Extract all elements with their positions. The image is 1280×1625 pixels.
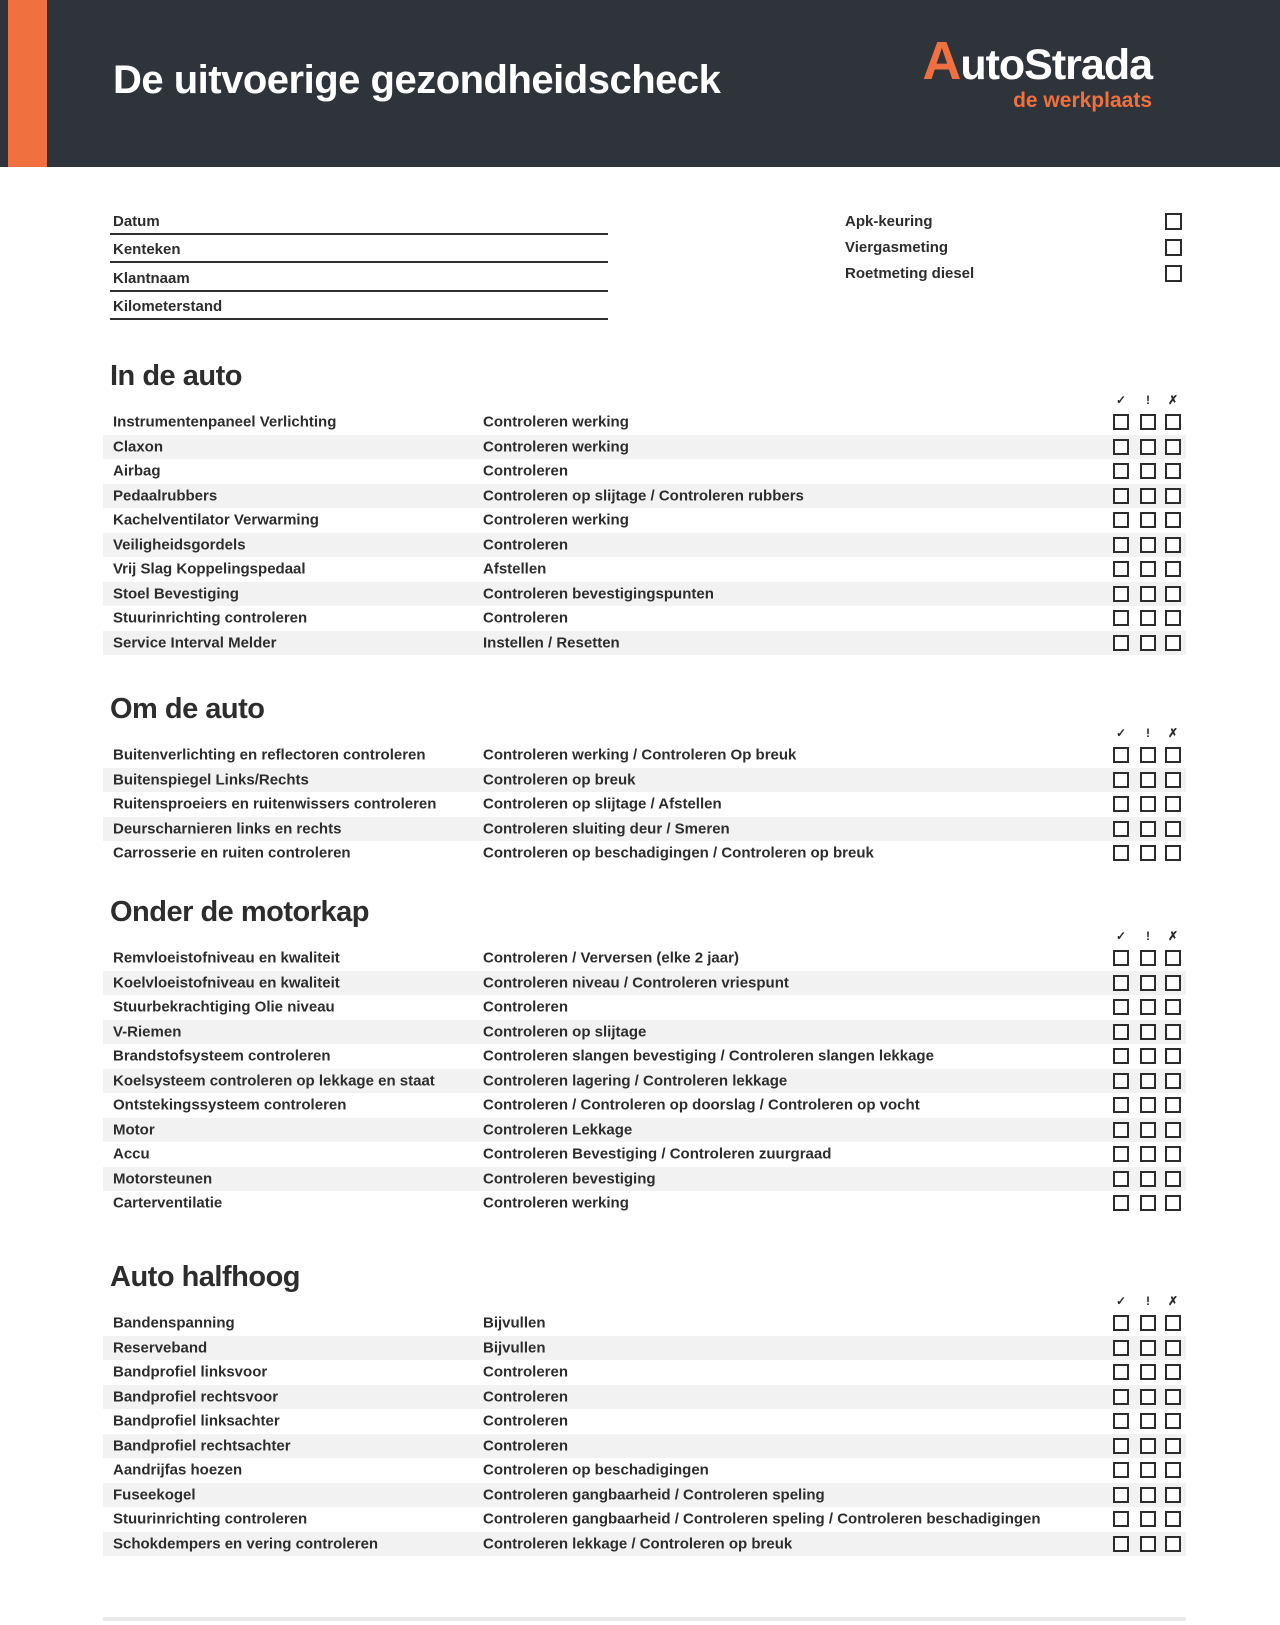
check-ok-checkbox[interactable] [1113,1048,1129,1064]
datum-label: Datum [113,213,160,230]
checklist-row [103,459,1186,484]
check-fail-checkbox[interactable] [1165,561,1181,577]
item-label: Stuurinrichting controleren [113,609,308,627]
item-label: Deurscharnieren links en rechts [113,820,342,838]
check-warn-checkbox[interactable] [1140,1122,1156,1138]
check-fail-checkbox[interactable] [1165,975,1181,991]
check-warn-checkbox[interactable] [1140,1024,1156,1040]
check-fail-checkbox[interactable] [1165,747,1181,763]
item-action: Controleren Bevestiging / Controleren zuurgraad [483,1145,832,1163]
checklist-row [103,484,1186,509]
check-ok-checkbox[interactable] [1113,1364,1129,1380]
check-fail-checkbox[interactable] [1165,772,1181,788]
item-label: Accu [113,1145,150,1163]
check-warn-checkbox[interactable] [1140,747,1156,763]
check-ok-checkbox[interactable] [1113,1340,1129,1356]
check-fail-checkbox[interactable] [1165,463,1181,479]
check-fail-checkbox[interactable] [1165,1024,1181,1040]
check-fail-checkbox[interactable] [1165,1340,1181,1356]
roetmeting-diesel-label: Roetmeting diesel [845,265,975,282]
check-fail-checkbox[interactable] [1165,586,1181,602]
check-fail-checkbox[interactable] [1165,950,1181,966]
check-fail-checkbox[interactable] [1165,1315,1181,1331]
item-label: Buitenverlichting en reflectoren controleren [113,746,426,764]
item-action: Controleren bevestiging [483,1170,656,1188]
check-warn-checkbox[interactable] [1140,414,1156,430]
item-label: Koelvloeistofniveau en kwaliteit [113,974,340,992]
check-warn-checkbox[interactable] [1140,1364,1156,1380]
checklist-row [103,768,1186,793]
check-fail-checkbox[interactable] [1165,1511,1181,1527]
checklist-row [103,1458,1186,1483]
item-action: Controleren werking [483,511,629,529]
check-fail-checkbox[interactable] [1165,1146,1181,1162]
item-label: Pedaalrubbers [113,487,218,505]
item-label: Motor [113,1121,155,1139]
check-warn-checkbox[interactable] [1140,772,1156,788]
checklist-row [103,1167,1186,1192]
checklist-row [103,1118,1186,1143]
kenteken-label: Kenteken [113,241,181,258]
check-warn-checkbox[interactable] [1140,561,1156,577]
kilometerstand-field[interactable] [110,294,608,320]
item-label: Remvloeistofniveau en kwaliteit [113,949,340,967]
checklist-row [103,533,1186,558]
check-warn-checkbox[interactable] [1140,1438,1156,1454]
checklist-row [103,1385,1186,1410]
check-warn-checkbox[interactable] [1140,1195,1156,1211]
check-warn-checkbox[interactable] [1140,1413,1156,1429]
check-ok-checkbox[interactable] [1113,747,1129,763]
check-ok-checkbox[interactable] [1113,537,1129,553]
checklist-row [103,971,1186,996]
check-warn-checkbox[interactable] [1140,1146,1156,1162]
check-fail-checkbox[interactable] [1165,610,1181,626]
check-fail-checkbox[interactable] [1165,1389,1181,1405]
item-action: Bijvullen [483,1339,546,1357]
item-action: Controleren Lekkage [483,1121,633,1139]
check-fail-checkbox[interactable] [1165,488,1181,504]
check-fail-checkbox[interactable] [1165,1462,1181,1478]
check-ok-symbol: ✓ [1115,929,1127,943]
check-warn-checkbox[interactable] [1140,950,1156,966]
check-ok-checkbox[interactable] [1113,414,1129,430]
check-ok-checkbox[interactable] [1113,796,1129,812]
item-action: Controleren gangbaarheid / Controleren speling [483,1486,825,1504]
checklist-row [103,841,1186,866]
check-fail-checkbox[interactable] [1165,1171,1181,1187]
item-action: Afstellen [483,560,547,578]
checklist-row [103,508,1186,533]
checklist-row [103,1191,1186,1216]
check-ok-checkbox[interactable] [1113,1462,1129,1478]
check-ok-checkbox[interactable] [1113,1171,1129,1187]
item-label: Koelsysteem controleren op lekkage en staat [113,1072,435,1090]
item-action: Controleren [483,1412,569,1430]
check-ok-checkbox[interactable] [1113,1511,1129,1527]
check-ok-checkbox[interactable] [1113,439,1129,455]
check-fail-checkbox[interactable] [1165,537,1181,553]
checklist-row [103,606,1186,631]
check-warn-checkbox[interactable] [1140,512,1156,528]
item-label: Bandprofiel linksvoor [113,1363,268,1381]
check-ok-checkbox[interactable] [1113,975,1129,991]
check-warn-checkbox[interactable] [1140,537,1156,553]
check-fail-checkbox[interactable] [1165,635,1181,651]
check-fail-checkbox[interactable] [1165,1122,1181,1138]
item-action: Controleren lekkage / Controleren op breuk [483,1535,793,1553]
checklist-row [103,1069,1186,1094]
apk-keuring-label: Apk-keuring [845,213,933,230]
check-ok-checkbox[interactable] [1113,821,1129,837]
item-action: Bijvullen [483,1314,546,1332]
check-fail-checkbox[interactable] [1165,821,1181,837]
checklist-row [103,1093,1186,1118]
check-ok-checkbox[interactable] [1113,1438,1129,1454]
item-label: Carrosserie en ruiten controleren [113,844,351,862]
check-warn-checkbox[interactable] [1140,1097,1156,1113]
checklist-row [103,557,1186,582]
check-ok-checkbox[interactable] [1113,488,1129,504]
check-ok-checkbox[interactable] [1113,610,1129,626]
item-action: Controleren [483,609,569,627]
check-warn-checkbox[interactable] [1140,1048,1156,1064]
item-action: Controleren op breuk [483,771,636,789]
check-ok-checkbox[interactable] [1113,1487,1129,1503]
item-label: V-Riemen [113,1023,182,1041]
check-fail-symbol: ✗ [1167,726,1179,740]
item-label: Aandrijfas hoezen [113,1461,243,1479]
check-ok-symbol: ✓ [1115,1294,1127,1308]
orange-accent-bar [8,0,47,167]
check-ok-checkbox[interactable] [1113,1413,1129,1429]
item-action: Controleren [483,462,569,480]
item-action: Controleren op slijtage [483,1023,647,1041]
check-fail-checkbox[interactable] [1165,1438,1181,1454]
item-action: Controleren gangbaarheid / Controleren speling / Controleren beschadigingen [483,1510,1041,1528]
item-action: Controleren op slijtage / Controleren rubbers [483,487,804,505]
check-ok-checkbox[interactable] [1113,1536,1129,1552]
item-label: Brandstofsysteem controleren [113,1047,331,1065]
check-warn-checkbox[interactable] [1140,845,1156,861]
item-label: Ruitensproeiers en ruitenwissers controleren [113,795,437,813]
datum-field[interactable] [110,209,608,235]
check-warn-checkbox[interactable] [1140,796,1156,812]
checklist-row [103,817,1186,842]
check-fail-checkbox[interactable] [1165,999,1181,1015]
checklist-row [103,1409,1186,1434]
check-warn-checkbox[interactable] [1140,1536,1156,1552]
item-label: Instrumentenpaneel Verlichting [113,413,337,431]
check-ok-checkbox[interactable] [1113,1315,1129,1331]
check-fail-checkbox[interactable] [1165,1097,1181,1113]
kilometerstand-label: Kilometerstand [113,298,223,315]
item-action: Controleren werking [483,1194,629,1212]
checklist-row [103,1360,1186,1385]
logo-word-rest: utoStrada [960,41,1152,89]
check-fail-checkbox[interactable] [1165,1364,1181,1380]
check-ok-checkbox[interactable] [1113,1195,1129,1211]
check-warn-checkbox[interactable] [1140,1462,1156,1478]
check-warn-checkbox[interactable] [1140,610,1156,626]
check-ok-checkbox[interactable] [1113,1097,1129,1113]
check-ok-checkbox[interactable] [1113,845,1129,861]
section-title: Onder de motorkap [110,896,369,928]
checklist-row [103,435,1186,460]
item-label: Stoel Bevestiging [113,585,239,603]
checklist-row [103,1311,1186,1336]
logo-accent-letter: A [922,31,961,91]
check-ok-checkbox[interactable] [1113,635,1129,651]
item-action: Controleren bevestigingspunten [483,585,714,603]
check-warn-checkbox[interactable] [1140,439,1156,455]
item-action: Controleren werking [483,438,629,456]
item-label: Schokdempers en vering controleren [113,1535,379,1553]
section-title: In de auto [110,360,242,392]
checklist-row [103,946,1186,971]
check-warn-symbol: ! [1146,726,1150,740]
item-label: Bandprofiel linksachter [113,1412,280,1430]
check-fail-checkbox[interactable] [1165,1536,1181,1552]
check-warn-symbol: ! [1146,393,1150,407]
check-ok-checkbox[interactable] [1113,561,1129,577]
item-label: Reserveband [113,1339,208,1357]
check-fail-symbol: ✗ [1167,929,1179,943]
item-label: Stuurinrichting controleren [113,1510,308,1528]
section-rows [103,410,1186,655]
apk-keuring-checkbox[interactable] [1165,213,1182,230]
item-action: Controleren [483,1437,569,1455]
check-ok-checkbox[interactable] [1113,463,1129,479]
section-title: Auto halfhoog [110,1261,301,1293]
check-fail-checkbox[interactable] [1165,439,1181,455]
checklist-row [103,743,1186,768]
item-action: Controleren op slijtage / Afstellen [483,795,722,813]
viergasmeting-checkbox[interactable] [1165,239,1182,256]
checklist-row [103,631,1186,656]
item-action: Controleren / Controleren op doorslag / Controleren op vocht [483,1096,920,1114]
check-fail-checkbox[interactable] [1165,1413,1181,1429]
item-action: Controleren op beschadigingen / Controleren op breuk [483,844,874,862]
check-ok-symbol: ✓ [1115,726,1127,740]
kenteken-field[interactable] [110,237,608,263]
autostrada-logo [880,31,1152,112]
section-rows [103,1311,1186,1556]
check-warn-checkbox[interactable] [1140,1073,1156,1089]
checklist-row [103,1532,1186,1557]
item-label: Service Interval Melder [113,634,277,652]
item-label: Bandprofiel rechtsvoor [113,1388,279,1406]
check-warn-checkbox[interactable] [1140,975,1156,991]
check-ok-checkbox[interactable] [1113,1122,1129,1138]
item-label: Claxon [113,438,164,456]
item-label: Fuseekogel [113,1486,196,1504]
item-action: Controleren werking / Controleren Op breuk [483,746,797,764]
checklist-row [103,1483,1186,1508]
check-fail-checkbox[interactable] [1165,414,1181,430]
check-fail-checkbox[interactable] [1165,512,1181,528]
checklist-row [103,582,1186,607]
item-label: Airbag [113,462,161,480]
page-title: De uitvoerige gezondheidscheck [113,58,721,102]
header [0,0,1280,167]
check-warn-checkbox[interactable] [1140,1389,1156,1405]
check-fail-checkbox[interactable] [1165,845,1181,861]
item-action: Instellen / Resetten [483,634,620,652]
logo-tagline: de werkplaats [1013,89,1152,112]
check-warn-checkbox[interactable] [1140,999,1156,1015]
check-warn-checkbox[interactable] [1140,635,1156,651]
section-rows [103,946,1186,1216]
check-warn-checkbox[interactable] [1140,1315,1156,1331]
checklist-row [103,1020,1186,1045]
check-warn-checkbox[interactable] [1140,586,1156,602]
viergasmeting-label: Viergasmeting [845,239,949,256]
item-action: Controleren [483,1363,569,1381]
item-action: Controleren werking [483,413,629,431]
check-ok-checkbox[interactable] [1113,950,1129,966]
check-fail-checkbox[interactable] [1165,1073,1181,1089]
item-label: Bandenspanning [113,1314,235,1332]
item-action: Controleren op beschadigingen [483,1461,709,1479]
check-warn-symbol: ! [1146,929,1150,943]
section-title: Om de auto [110,693,265,725]
item-label: Ontstekingssysteem controleren [113,1096,347,1114]
roetmeting-diesel-checkbox[interactable] [1165,265,1182,282]
check-fail-symbol: ✗ [1167,393,1179,407]
item-label: Motorsteunen [113,1170,213,1188]
item-label: Kachelventilator Verwarming [113,511,319,529]
klantnaam-label: Klantnaam [113,270,190,287]
item-action: Controleren niveau / Controleren vriespunt [483,974,789,992]
item-action: Controleren lagering / Controleren lekkage [483,1072,788,1090]
item-label: Bandprofiel rechtsachter [113,1437,291,1455]
check-fail-checkbox[interactable] [1165,796,1181,812]
check-warn-checkbox[interactable] [1140,821,1156,837]
check-warn-symbol: ! [1146,1294,1150,1308]
check-warn-checkbox[interactable] [1140,463,1156,479]
check-fail-checkbox[interactable] [1165,1048,1181,1064]
checklist-row [103,792,1186,817]
item-action: Controleren [483,536,569,554]
check-warn-checkbox[interactable] [1140,1511,1156,1527]
item-action: Controleren [483,1388,569,1406]
item-action: Controleren / Verversen (elke 2 jaar) [483,949,739,967]
checklist-row [103,1507,1186,1532]
check-fail-checkbox[interactable] [1165,1487,1181,1503]
check-warn-checkbox[interactable] [1140,1487,1156,1503]
checklist-row [103,995,1186,1020]
item-label: Stuurbekrachtiging Olie niveau [113,998,335,1016]
check-warn-checkbox[interactable] [1140,1340,1156,1356]
check-ok-checkbox[interactable] [1113,586,1129,602]
section-rows [103,743,1186,866]
check-ok-checkbox[interactable] [1113,1146,1129,1162]
check-ok-checkbox[interactable] [1113,1389,1129,1405]
item-action: Controleren slangen bevestiging / Controleren slangen lekkage [483,1047,934,1065]
item-label: Carterventilatie [113,1194,223,1212]
item-action: Controleren [483,998,569,1016]
checklist-row [103,1142,1186,1167]
checklist-row [103,1336,1186,1361]
item-label: Buitenspiegel Links/Rechts [113,771,309,789]
logo-wordmark [880,31,1152,91]
check-warn-checkbox[interactable] [1140,488,1156,504]
checklist-row [103,410,1186,435]
check-ok-symbol: ✓ [1115,393,1127,407]
check-ok-checkbox[interactable] [1113,1024,1129,1040]
check-warn-checkbox[interactable] [1140,1171,1156,1187]
item-action: Controleren sluiting deur / Smeren [483,820,730,838]
check-ok-checkbox[interactable] [1113,999,1129,1015]
check-fail-checkbox[interactable] [1165,1195,1181,1211]
item-label: Veiligheidsgordels [113,536,246,554]
item-label: Vrij Slag Koppelingspedaal [113,560,306,578]
bottom-row-sliver [103,1617,1186,1621]
checklist-row [103,1434,1186,1459]
check-ok-checkbox[interactable] [1113,772,1129,788]
check-ok-checkbox[interactable] [1113,512,1129,528]
check-fail-symbol: ✗ [1167,1294,1179,1308]
check-ok-checkbox[interactable] [1113,1073,1129,1089]
klantnaam-field[interactable] [110,266,608,292]
checklist-row [103,1044,1186,1069]
